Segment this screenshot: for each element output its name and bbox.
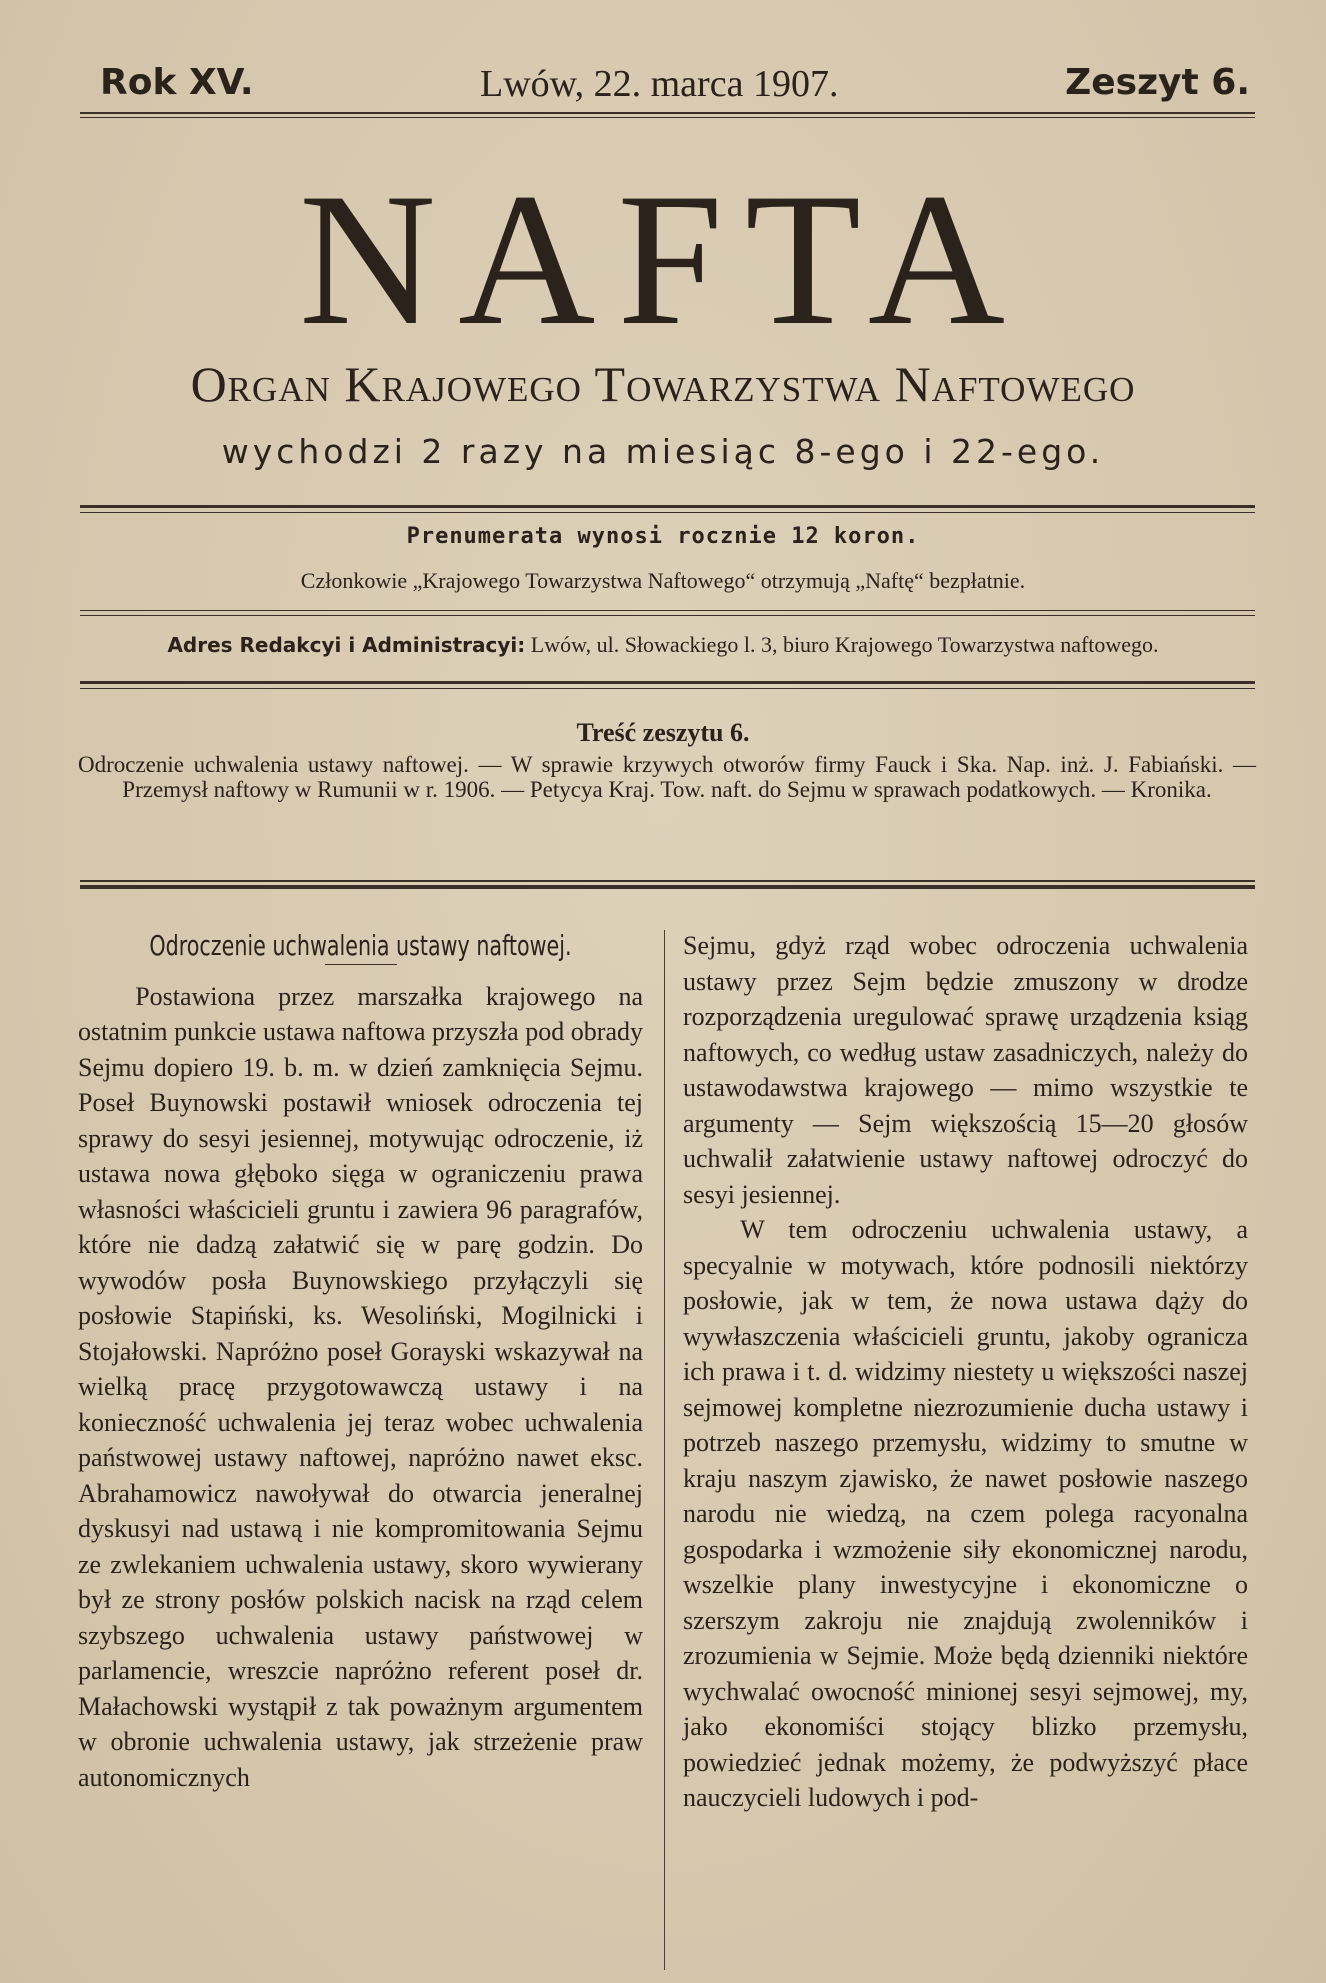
address-value: Lwów, ul. Słowackiego l. 3, biuro Krajowego Towarzystwa naftowego. xyxy=(530,632,1159,657)
header-rule-thin xyxy=(80,117,1255,118)
volume-label: Rok XV. xyxy=(100,62,254,103)
title-rule xyxy=(325,964,397,965)
subscription-price: Prenumerata wynosi rocznie 12 koron. xyxy=(406,524,920,549)
article-column-right xyxy=(683,928,1248,1816)
contents-body: Odroczenie uchwalenia ustawy naftowej. — W sprawie krzywych otworów firmy Fauck i Ska. Nap. inż. J. Fabiański. — Przemysł naftowy w Rumunii w r. 1906. — Petycya Kraj. Tow. naft. do Sejmu w sprawach podatkowych. — Kronika. xyxy=(78,752,1256,802)
masthead-title: NAFTA xyxy=(298,155,1028,365)
column-divider xyxy=(664,930,665,1970)
issue-date: Lwów, 22. marca 1907. xyxy=(480,63,839,105)
article-paragraph: Sejmu, gdyż rząd wobec odroczenia uchwalenia ustawy przez Sejm będzie zmuszony w drodze rozporządzenia uregulować sprawę urządzenia ksiąg naftowych, co według ustaw zasadniczych, należy do ustawodawstwa krajowego — mimo wszystkie te argumenty — Sejm większością 15—20 głosów uchwalił załatwienie ustawy naftowej odroczyć do sesyi jesiennej. xyxy=(683,931,1248,1209)
contents-rule xyxy=(80,880,1255,882)
masthead-subtitle: Organ Krajowego Towarzystwa Naftowego xyxy=(190,356,1136,412)
article-column-left xyxy=(78,928,643,1795)
editorial-address xyxy=(0,632,1326,658)
divider-rule xyxy=(80,505,1255,508)
members-note: Członkowie „Krajowego Towarzystwa Naftowego“ otrzymują „Naftę“ bezpłatnie. xyxy=(300,568,1026,593)
issue-header xyxy=(100,62,1250,112)
divider-rule xyxy=(80,615,1255,616)
issue-number: Zeszyt 6. xyxy=(1065,62,1250,103)
divider-rule xyxy=(80,610,1255,611)
header-rule xyxy=(80,112,1255,114)
publication-frequency: wychodzi 2 razy na miesiąc 8-ego i 22-ego. xyxy=(221,432,1105,471)
address-label: Adres Redakcyi i Administracyi: xyxy=(167,633,526,657)
divider-rule-thin xyxy=(80,512,1255,513)
article-paragraph: W tem odroczeniu uchwalenia ustawy, a specyalnie w motywach, które podnosili niektórzy posłowie, jak w tem, że nowa ustawa dąży do wywłaszczenia właścicieli gruntu, jakoby ogranicza ich prawa i t. d. widzimy niestety u większości naszej sejmowej kompletne niezrozumienie ducha ustawy i potrzeb naszego przemysłu, widzimy to smutne w kraju naszym zjawisko, że nawet posłowie naszego narodu nie wiedzą, na czem polega racyonalna gospodarka i wzmożenie siły ekonomicznej narodu, wszelkie plany inwestycyjne i ekonomiczne o szerszym zakroju nie znajdują zwolenników i zrozumienia w Sejmie. Może będą dzienniki niektóre wychwalać owocność minionej sesyi sejmowej, my, jako ekonomiści stojący blizko przemysłu, powiedzieć jednak możemy, że podwyższyć płace nauczycieli ludowych i pod- xyxy=(683,1215,1248,1812)
contents-title: Treść zeszytu 6. xyxy=(576,718,750,747)
article-title: Odroczenie uchwalenia ustawy naftowej. xyxy=(149,929,572,962)
divider-rule xyxy=(80,688,1255,689)
contents-rule-thick xyxy=(80,885,1255,889)
article-paragraph: Postawiona przez marszałka krajowego na ostatnim punkcie ustawa naftowa przyszła pod obrady Sejmu dopiero 19. b. m. w dzień zamknięcia Sejmu. Poseł Buynowski postawił wniosek odroczenia tej sprawy do sesyi jesiennej, motywując odroczenie, iż ustawa nowa głęboko sięga w ograniczeniu prawa własności właścicieli gruntu i zawiera 96 paragrafów, które nie dadzą załatwić się w parę godzin. Do wywodów posła Buynowskiego przyłączyli się posłowie Stapiński, ks. Wesoliński, Mogilnicki i Stojałowski. Napróżno poseł Gorayski wskazywał na wielką pracę przygotowawczą ustawy i na konieczność uchwalenia jej teraz wobec uchwalenia państwowej ustawy naftowej, napróżno nawet eksc. Abrahamowicz nawoływał do otwarcia jeneralnej dyskusyi nad ustawą i nie kompromitowania Sejmu ze zwlekaniem uchwalenia ustawy, skoro wywierany był ze strony posłów polskich nacisk na rząd celem szybszego uchwalenia ustawy państwowej w parlamencie, wreszcie napróżno referent poseł dr. Małachowski wystąpił z tak poważnym argumentem w obronie uchwalenia ustawy, jak strzeżenie praw autonomicznych xyxy=(78,981,643,1792)
divider-rule xyxy=(80,681,1255,684)
